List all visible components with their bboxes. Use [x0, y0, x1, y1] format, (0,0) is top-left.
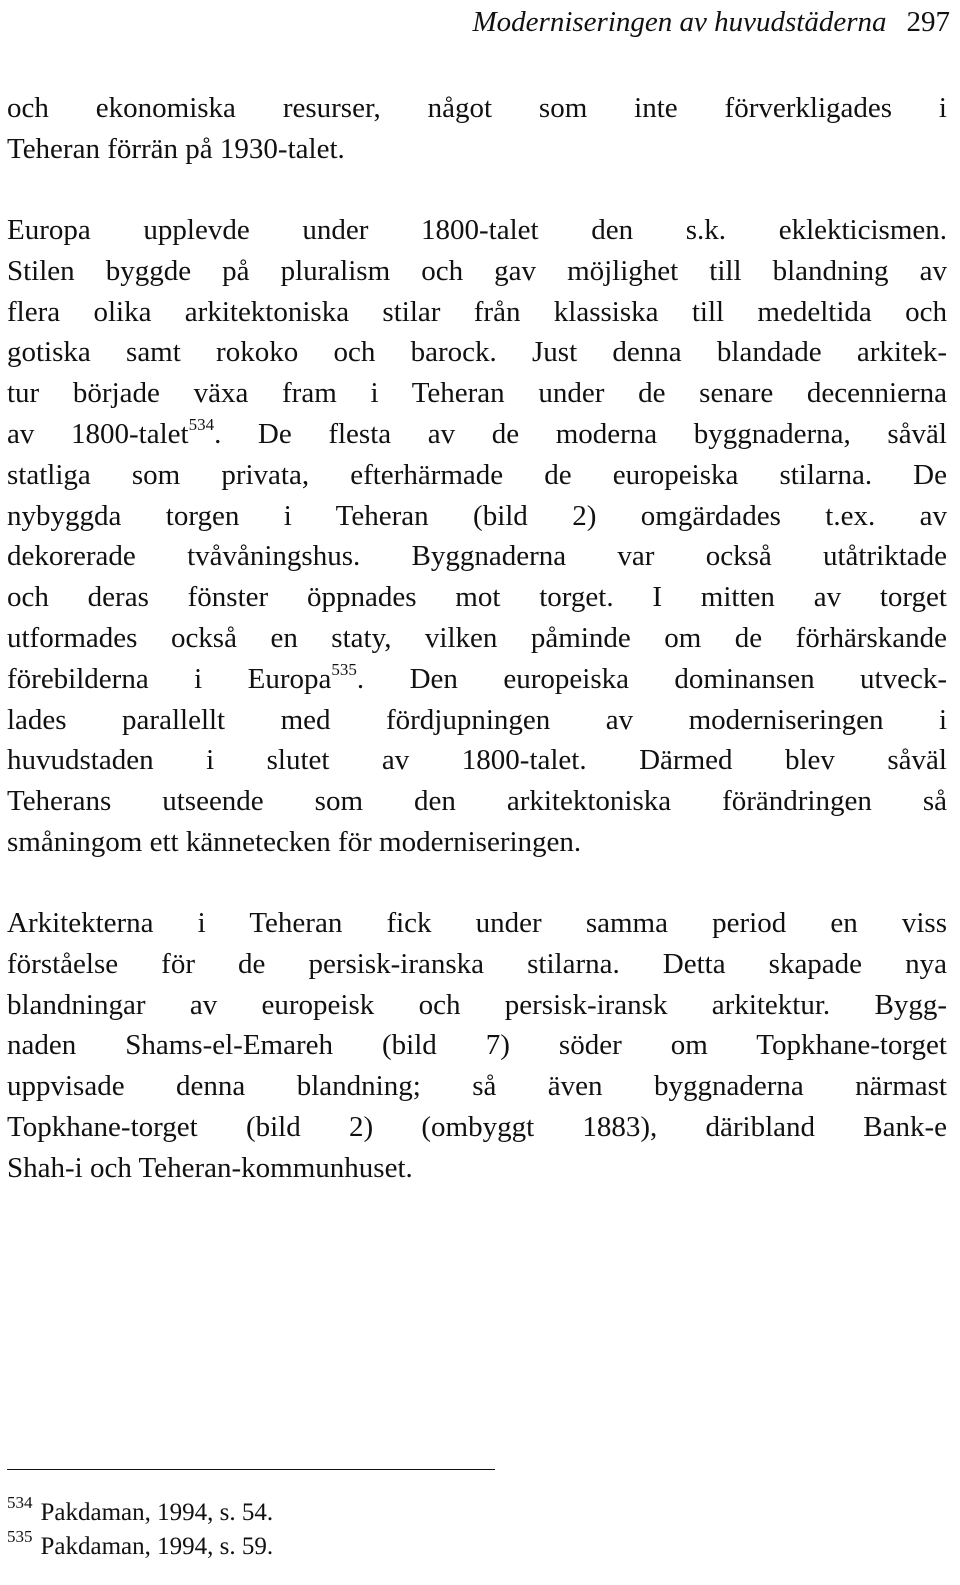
text-line: uppvisade denna blandning; så även byggnaderna närmast [7, 1070, 947, 1103]
text-segment: av 1800-talet [7, 417, 189, 450]
text-line: Europa upplevde under 1800-talet den s.k. eklekticismen. [7, 214, 947, 246]
page-number: 297 [906, 6, 950, 38]
text-line: gotiska samt rokoko och barock. Just denna blandade arkitek- [7, 336, 947, 369]
text-line: utformades också en staty, vilken påminde om de förhärskande [7, 621, 947, 654]
text-line-with-note [7, 659, 947, 700]
footnote-divider [7, 1469, 495, 1470]
running-title: Moderniseringen av huvudstäderna [472, 6, 887, 38]
text-line: Teherans utseende som den arkitektoniska förändringen så [7, 785, 947, 818]
footnote-number: 534 [7, 1493, 33, 1512]
text-line: och ekonomiska resurser, något som inte förverkligades i [7, 92, 947, 124]
text-line: förståelse för de persisk-iranska stilarna. Detta skapade nya [7, 947, 947, 980]
text-line: flera olika arkitektoniska stilar från klassiska till medeltida och [7, 295, 947, 328]
text-line: småningom ett kännetecken för moderniseringen. [7, 825, 582, 858]
text-segment: . De flesta av de moderna byggnaderna, såväl [214, 417, 947, 450]
footnote-534 [7, 1493, 274, 1531]
footnote-ref-534: 534 [188, 414, 215, 434]
text-line: dekorerade tvåvåningshus. Byggnaderna var också utåtriktade [7, 540, 947, 573]
text-line: Teheran förrän på 1930-talet. [7, 132, 345, 165]
paragraph-3 [7, 903, 947, 1189]
text-line: Topkhane-torget (bild 2) (ombyggt 1883), däribland Bank-e [7, 1110, 947, 1143]
text-line: nybyggda torgen i Teheran (bild 2) omgärdades t.ex. av [7, 499, 947, 532]
text-line: Arkitekterna i Teheran fick under samma period en viss [7, 907, 947, 939]
text-line: Stilen byggde på pluralism och gav möjlighet till blandning av [7, 254, 947, 287]
running-header [473, 4, 951, 40]
text-line: och deras fönster öppnades mot torget. I mitten av torget [7, 581, 947, 614]
text-segment: förebilderna i Europa [7, 662, 332, 695]
text-line: blandningar av europeisk och persisk-iransk arkitektur. Bygg- [7, 988, 947, 1021]
text-line: tur började växa fram i Teheran under de senare decennierna [7, 377, 947, 410]
text-line-with-note [7, 414, 947, 455]
footnote-text: Pakdaman, 1994, s. 59. [40, 1533, 274, 1560]
footnote-535 [7, 1527, 274, 1565]
footnote-text: Pakdaman, 1994, s. 54. [40, 1499, 274, 1526]
paragraph-1 [7, 88, 947, 170]
footnote-ref-535: 535 [331, 659, 357, 679]
text-line: huvudstaden i slutet av 1800-talet. Därmed blev såväl [7, 744, 947, 777]
text-line: naden Shams-el-Emareh (bild 7) söder om Topkhane-torget [7, 1029, 947, 1062]
text-segment: . Den europeiska dominansen utveck- [356, 662, 947, 695]
text-line: statliga som privata, efterhärmade de europeiska stilarna. De [7, 458, 947, 491]
paragraph-2 [7, 210, 947, 863]
footnote-number: 535 [7, 1527, 33, 1546]
text-line: lades parallellt med fördjupningen av moderniseringen i [7, 703, 947, 736]
text-line: Shah-i och Teheran-kommunhuset. [7, 1151, 413, 1184]
